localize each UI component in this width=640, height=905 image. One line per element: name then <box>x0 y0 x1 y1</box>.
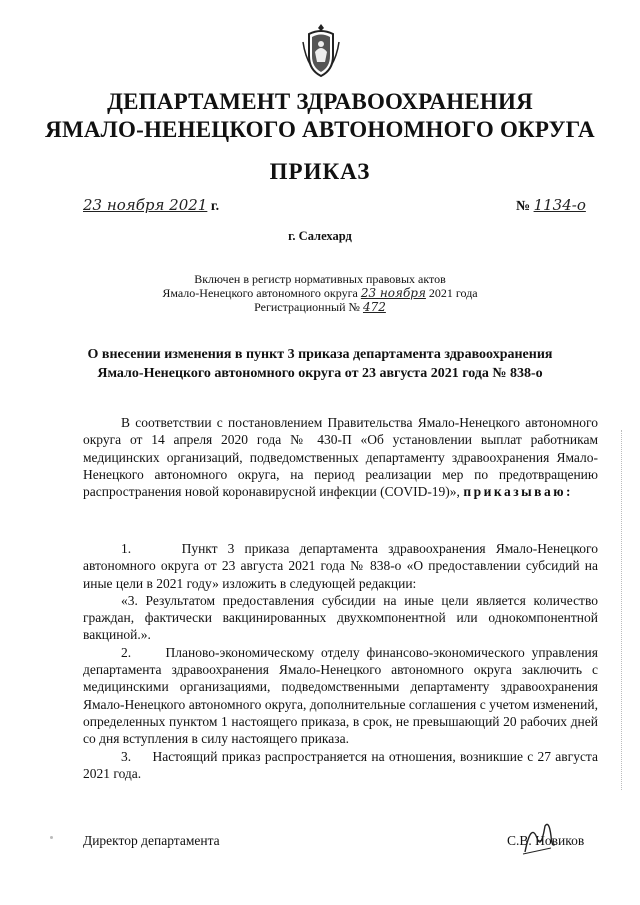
order-date <box>83 196 219 215</box>
item-1-quote: «3. Результатом предоставления субсидии на иные цели является количество граждан, фактически вакцинированных двухкомпонентной или однокомпонентной вакциной.». <box>83 592 598 643</box>
department-line-2: ЯМАЛО-НЕНЕЦКОГО АВТОНОМНОГО ОКРУГА <box>45 117 595 142</box>
coat-of-arms-icon <box>301 22 341 78</box>
item-3: 3. Настоящий приказ распространяется на отношения, возникшие с 27 августа 2021 года. <box>83 748 598 781</box>
order-date-handwritten: 23 ноября 2021 <box>83 196 208 214</box>
subject-line-2: Ямало-Ненецкого автономного округа от 23 августа 2021 года № 838-о <box>97 366 543 381</box>
scan-artifact-line <box>621 430 623 790</box>
order-number-prefix: № <box>516 199 531 214</box>
preamble <box>83 414 598 500</box>
registry-number-label: Регистрационный № <box>254 300 360 314</box>
preamble-text: В соответствии с постановлением Правительства Ямало-Ненецкого автономного округа от 14 апреля 2020 года № 430-П «Об установлении выплат работникам медицинских организаций, подведомственных департаменту здравоохранения Ямало-Ненецкого автономного округа, на период реализации мер по предотвращению распространения новой коронавирусной инфекции (COVID-19)», <box>83 415 598 500</box>
scan-artifact-dot <box>50 836 53 839</box>
order-number <box>516 196 586 215</box>
department-line-1: ДЕПАРТАМЕНТ ЗДРАВООХРАНЕНИЯ <box>107 89 533 114</box>
subject-line-1: О внесении изменения в пункт 3 приказа департамента здравоохранения <box>87 347 553 362</box>
preamble-command: приказываю: <box>463 484 574 500</box>
order-items <box>83 540 598 782</box>
order-subject <box>0 345 640 383</box>
registry-line-2-suffix: 2021 года <box>428 286 478 300</box>
registry-line-3 <box>0 300 640 314</box>
registry-line-2 <box>0 286 640 300</box>
registry-date-handwritten: 23 ноября <box>360 286 426 300</box>
document-type: ПРИКАЗ <box>269 159 371 184</box>
registry-number-handwritten: 472 <box>362 300 386 314</box>
item-2: 2. Планово-экономическому отделу финансово-экономического управления департамента здравоохранения Ямало-Ненецкого автономного округа заключить с медицинскими организациями, подведомственными департаменту здравоохранения Ямало-Ненецкого автономного округа, дополнительные соглашения с учетом изменений, определенных пунктом 1 настоящего приказа, в срок, не превышающий 20 рабочих дней со дня вступления в силу настоящего приказа. <box>83 644 598 747</box>
signer-position: Директор департамента <box>83 833 220 848</box>
city: г. Салехард <box>288 229 352 243</box>
handwritten-signature-icon <box>521 818 557 858</box>
department-name <box>0 88 640 144</box>
item-1: 1. Пункт 3 приказа департамента здравоохранения Ямало-Ненецкого автономного округа от 23 августа 2021 года № 838-о «О предоставлении субсидий на иные цели в 2021 году» изложить в следующей редакции: <box>83 541 598 591</box>
order-number-handwritten: 1134-о <box>533 196 586 214</box>
registry-line-1: Включен в регистр нормативных правовых актов <box>194 272 446 286</box>
registry-line-2-prefix: Ямало-Ненецкого автономного округа <box>162 286 358 300</box>
registry-note <box>0 272 640 314</box>
signer-name: С.В. Новиков <box>507 833 585 848</box>
order-date-suffix: г. <box>210 199 220 214</box>
